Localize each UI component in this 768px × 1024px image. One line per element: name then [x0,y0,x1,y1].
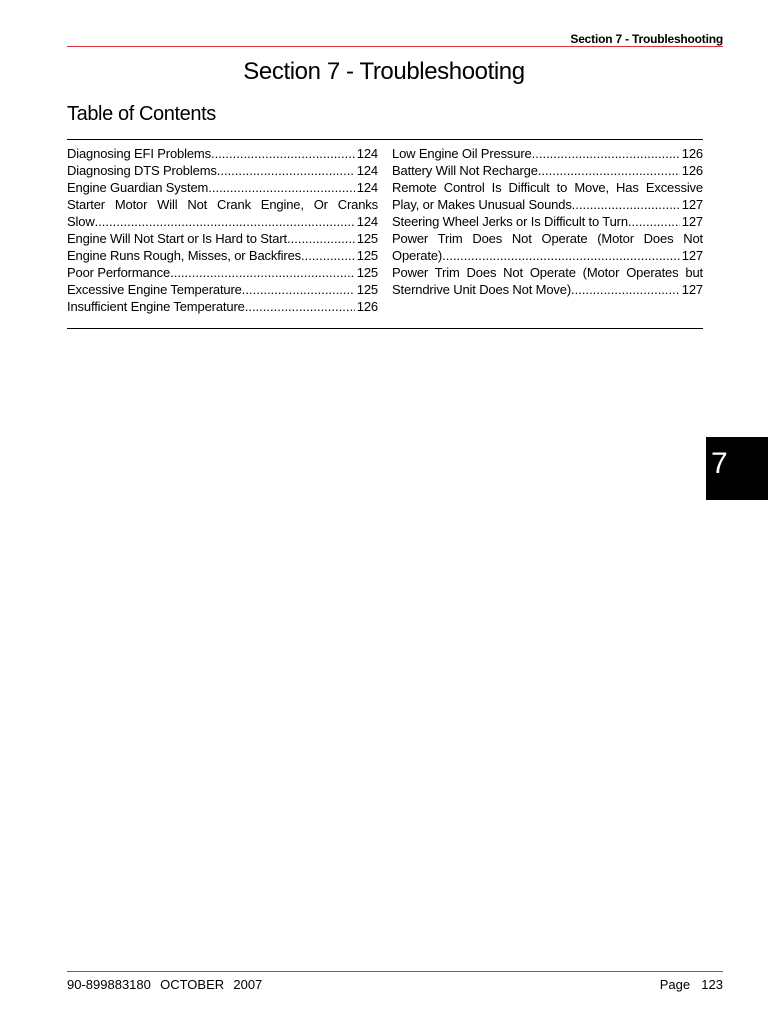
toc-entry[interactable]: Low Engine Oil Pressure ..... 126 [392,145,703,162]
toc-entry-line: Remote Control Is Difficult to Move, Has Excessive [392,180,703,195]
footer-rule [67,971,723,972]
toc-entry-multiline[interactable]: Power Trim Does Not Operate (Motor Operates but Sterndrive Unit Does Not Move) ..... 127 [392,264,703,298]
footer-doc-info [67,977,262,992]
toc-entry-line: Power Trim Does Not Operate (Motor Does Not [392,231,703,246]
doc-date: OCTOBER 2007 [160,977,263,992]
toc-entry-multiline[interactable]: Starter Motor Will Not Crank Engine, Or Cranks Slow ..... 124 [67,196,378,230]
toc-column-right [392,145,703,298]
toc-heading: Table of Contents [67,103,216,125]
header-rule [67,46,723,47]
toc-column-left [67,145,378,315]
toc-entry[interactable]: Steering Wheel Jerks or Is Difficult to Turn ..... 127 [392,213,703,230]
toc-entry[interactable]: Engine Guardian System ..... 124 [67,179,378,196]
toc-entry-line: Starter Motor Will Not Crank Engine, Or Cranks [67,197,378,212]
page-number: 123 [701,977,723,992]
toc-entry[interactable]: Battery Will Not Recharge ..... 126 [392,162,703,179]
toc-entry-multiline[interactable]: Remote Control Is Difficult to Move, Has Excessive Play, or Makes Unusual Sounds ..... 127 [392,179,703,213]
toc-entry[interactable]: Engine Will Not Start or Is Hard to Start ..... 125 [67,230,378,247]
toc-entry[interactable]: Excessive Engine Temperature ..... 125 [67,281,378,298]
toc-entry[interactable]: Engine Runs Rough, Misses, or Backfires ..... 125 [67,247,378,264]
toc-top-rule [67,139,703,140]
page-label: Page [659,977,691,992]
toc-entry[interactable]: Diagnosing DTS Problems ..... 124 [67,162,378,179]
toc-entry-multiline[interactable]: Power Trim Does Not Operate (Motor Does Not Operate) ..... 127 [392,230,703,264]
toc-entry-line: Power Trim Does Not Operate (Motor Operates but [392,265,703,280]
page-title: Section 7 - Troubleshooting [243,58,525,85]
running-header: Section 7 - Troubleshooting [570,32,723,46]
section-tab: 7 [706,437,768,500]
toc-entry[interactable]: Diagnosing EFI Problems ..... 124 [67,145,378,162]
footer-page [660,977,723,992]
toc-entry[interactable]: Insufficient Engine Temperature ..... 126 [67,298,378,315]
doc-number: 90-899883180 [67,977,151,992]
toc-entry[interactable]: Poor Performance ..... 125 [67,264,378,281]
toc-bottom-rule [67,328,703,329]
